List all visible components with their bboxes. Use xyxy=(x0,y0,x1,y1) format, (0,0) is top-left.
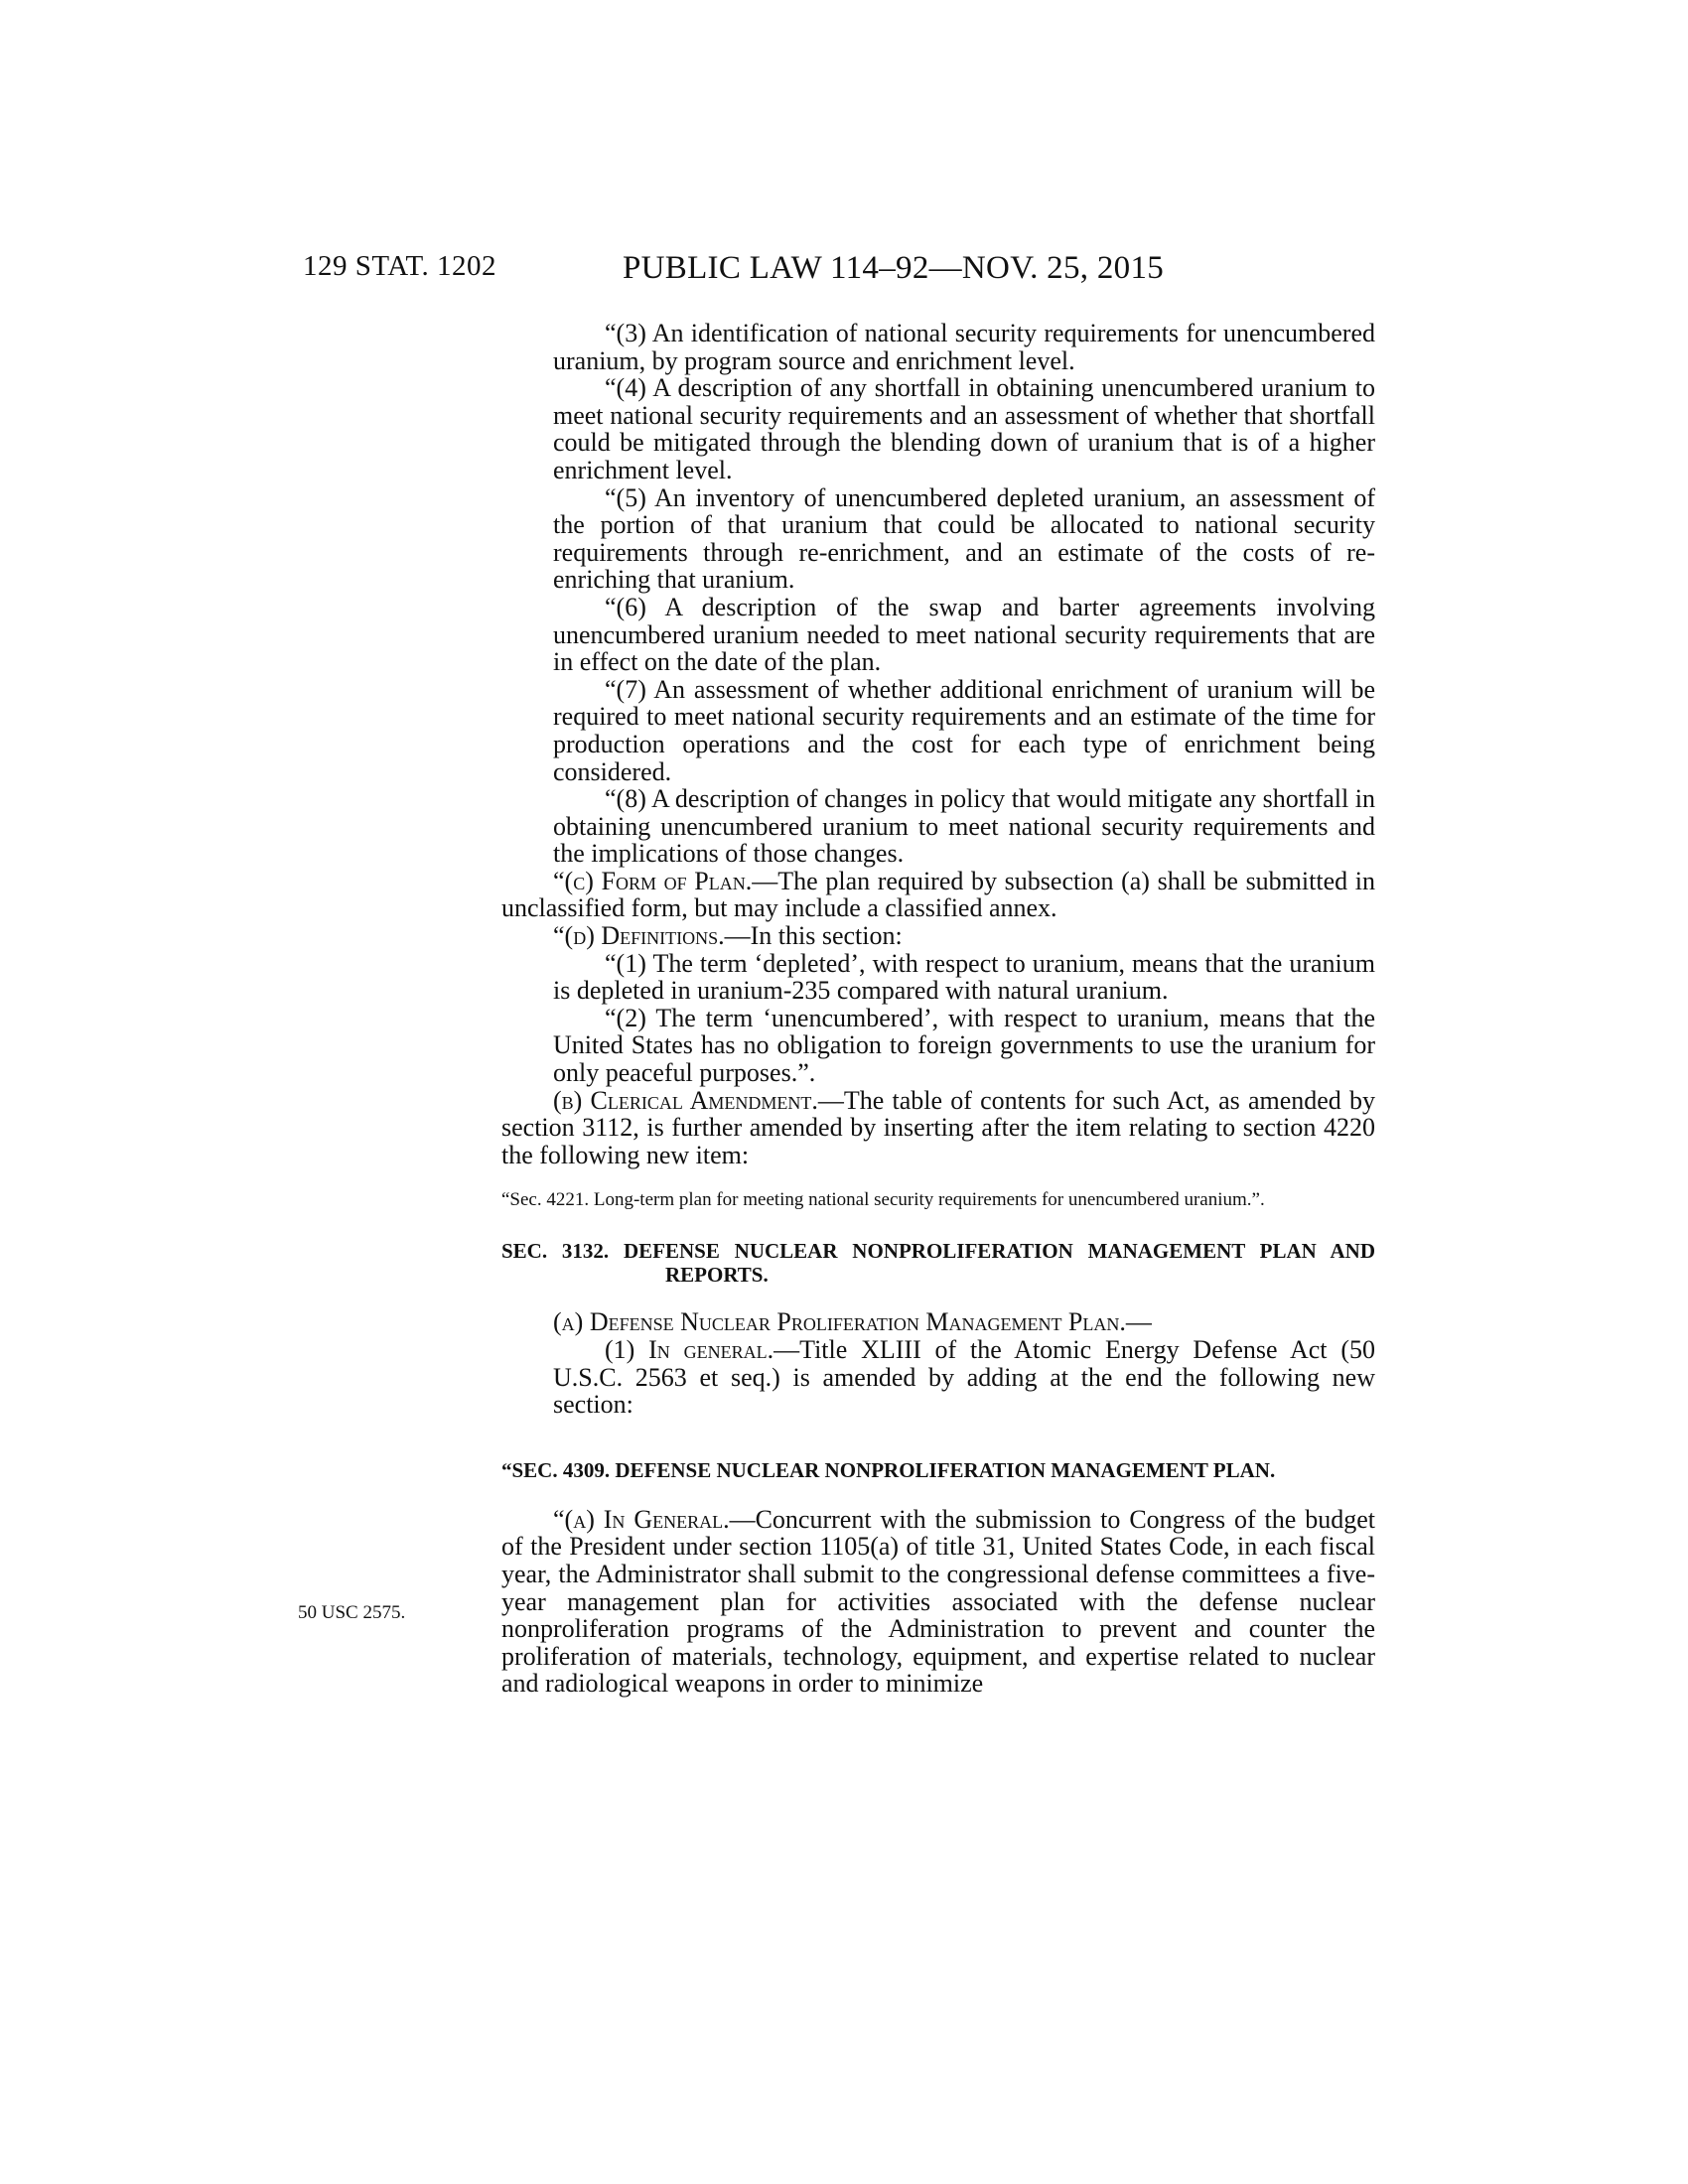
subsection-d-text: In this section: xyxy=(750,921,903,951)
subsection-d xyxy=(501,922,1375,950)
paragraph-4: “(4) A description of any shortfall in obtaining unencumbered uranium to meet national security requirements and an assessment of whether that shortfall could be mitigated through the blending down of uranium that is of a higher enrichment level. xyxy=(553,373,1375,484)
subsection-c-text: The plan required by subsection (a) shall be submitted in unclassified form, but may include a classified annex. xyxy=(501,866,1375,923)
statute-citation: 129 STAT. 1202 xyxy=(303,250,497,282)
definition-2: “(2) The term ‘unencumbered’, with respect to uranium, means that the United States has no obligation to foreign governments to use the uranium for only peaceful purposes.”. xyxy=(553,1003,1375,1088)
paragraph-3: “(3) An identification of national security requirements for unencumbered uranium, by program source and enrichment level. xyxy=(553,319,1375,375)
margin-note: 50 USC 2575. xyxy=(298,1602,406,1623)
paragraph-a1-heading: (1) In general.— xyxy=(605,1335,800,1364)
paragraph-6: “(6) A description of the swap and barter agreements involving unencumbered uranium needed to meet national security requirements that are in effect on the date of the plan. xyxy=(553,592,1375,677)
section-4309-subsection-a-text: Concurrent with the submission to Congress of the budget of the President under section 1105(a) of title 31, United States Code, in each fiscal year, the Administrator shall submit to the congressional defense committees a five-year management plan for activities associated with the defense nuclear nonproliferation programs of the Administration to prevent and counter the proliferation of materials, technology, equipment, and expertise related to nuclear and radiological weapons in order to minimize xyxy=(501,1504,1375,1699)
law-text-column xyxy=(501,320,1375,1698)
subsection-c-heading: “(c) Form of Plan.— xyxy=(553,866,778,895)
section-4309-subsection-a-heading: “(a) In General.— xyxy=(553,1504,756,1534)
subsection-b-heading: (b) Clerical Amendment.— xyxy=(553,1085,844,1115)
paragraph-a1 xyxy=(501,1336,1375,1419)
subsection-c xyxy=(501,868,1375,922)
paragraph-a1-text: Title XLIII of the Atomic Energy Defense Act (50 U.S.C. 2563 et seq.) is amended by adding at the end the following new section: xyxy=(553,1335,1375,1420)
paragraph-8: “(8) A description of changes in policy that would mitigate any shortfall in obtaining unencumbered uranium to meet national security requirements and the implications of those changes. xyxy=(553,784,1375,869)
section-3132-heading: SEC. 3132. DEFENSE NUCLEAR NONPROLIFERATION MANAGEMENT PLAN AND REPORTS. xyxy=(501,1239,1375,1288)
section-4309-heading: “SEC. 4309. DEFENSE NUCLEAR NONPROLIFERATION MANAGEMENT PLAN. xyxy=(501,1457,1276,1482)
public-law-title: PUBLIC LAW 114–92—NOV. 25, 2015 xyxy=(623,250,1165,286)
paragraph-5: “(5) An inventory of unencumbered depleted uranium, an assessment of the portion of that uranium that could be allocated to national security requirements through re-enrichment, and an estimate of the costs of re-enriching that uranium. xyxy=(553,482,1375,595)
paragraph-7: “(7) An assessment of whether additional enrichment of uranium will be required to meet national security requirements and an estimate of the time for production operations and the cost for each type of enrichment being considered. xyxy=(553,674,1375,786)
definition-1: “(1) The term ‘depleted’, with respect to uranium, means that the uranium is depleted in uranium-235 compared with natural uranium. xyxy=(553,948,1375,1006)
subsection-a-heading xyxy=(501,1308,1375,1336)
subsection-a-heading-text: (a) Defense Nuclear Proliferation Management Plan.— xyxy=(553,1307,1152,1337)
subsection-b xyxy=(501,1087,1375,1169)
subsection-d-heading: “(d) Definitions.— xyxy=(553,921,751,951)
running-header xyxy=(0,250,1688,290)
section-4309-subsection-a xyxy=(501,1506,1375,1698)
subsection-b-text: The table of contents for such Act, as amended by section 3112, is further amended by inserting after the item relating to section 4220 the following new item: xyxy=(501,1085,1375,1169)
toc-item: “Sec. 4221. Long-term plan for meeting national security requirements for unencumbered uranium.”. xyxy=(501,1189,1265,1211)
